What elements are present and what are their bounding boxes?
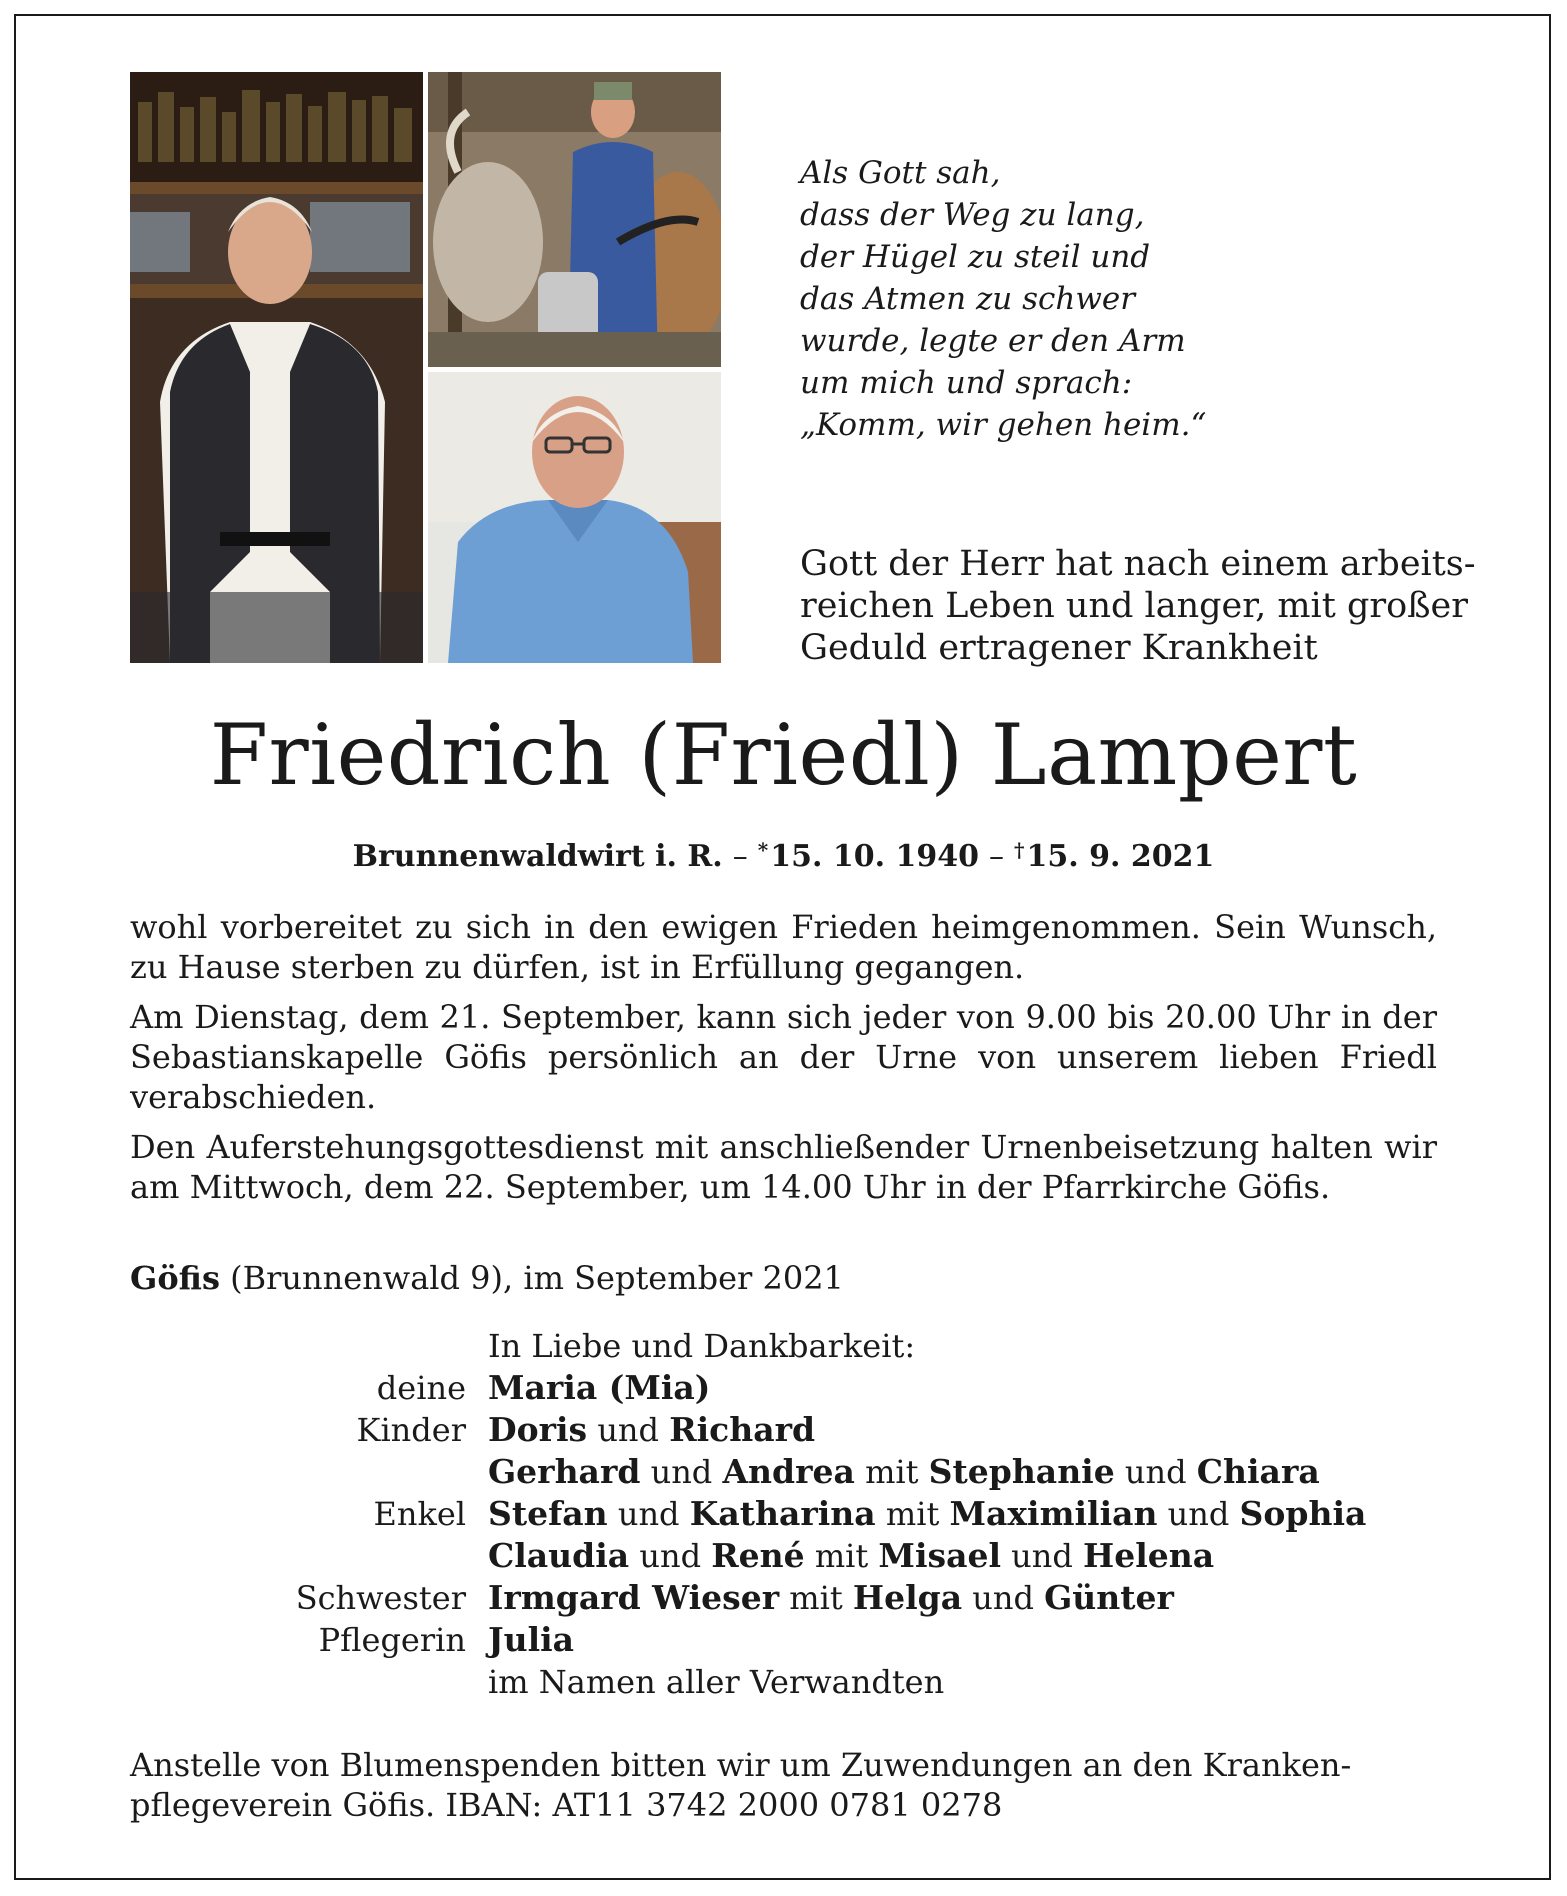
family-members: Claudia und René mit Misael und Helena	[488, 1536, 1215, 1575]
poem-line: Als Gott sah,	[800, 155, 1001, 191]
poem	[800, 152, 1480, 446]
deceased-subline	[130, 828, 1437, 879]
family-relation: deine	[376, 1369, 466, 1407]
family-row	[130, 1409, 1460, 1451]
family-row	[130, 1619, 1460, 1661]
family-row	[130, 1451, 1460, 1493]
family-closing-row	[130, 1661, 1460, 1703]
donation-line: pflegeverein Göfis. IBAN: AT11 3742 2000 0781 0278	[130, 1786, 1003, 1824]
poem-line: wurde, legte er den Arm	[800, 323, 1186, 359]
intro-line: Gott der Herr hat nach einem arbeits-	[800, 544, 1476, 584]
family-closing: im Namen aller Verwandten	[488, 1663, 945, 1701]
birth-symbol: *	[757, 838, 769, 862]
intro-line: reichen Leben und langer, mit großer	[800, 586, 1468, 626]
family-heading-row	[130, 1325, 1460, 1367]
poem-line: der Hügel zu steil und	[800, 239, 1151, 275]
birth-date: 15. 10. 1940	[770, 839, 979, 874]
photo-man-with-cow	[428, 72, 721, 367]
death-date: 15. 9. 2021	[1026, 839, 1215, 874]
family-row	[130, 1535, 1460, 1577]
family-relation	[130, 1451, 488, 1493]
poem-line: dass der Weg zu lang,	[800, 197, 1145, 233]
family-relation: Schwester	[295, 1579, 466, 1617]
family-members: Irmgard Wieser mit Helga und Günter	[488, 1578, 1174, 1617]
body-paragraph: Am Dienstag, dem 21. September, kann sich jeder von 9.00 bis 20.00 Uhr in der Sebastianskapelle Göfis persönlich an der Urne von unserem lieben Friedl verabschieden.	[130, 998, 1437, 1116]
place-rest: (Brunnenwald 9), im September 2021	[219, 1259, 844, 1297]
family-members: Stefan und Katharina mit Maximilian und Sophia	[488, 1494, 1367, 1533]
family-row	[130, 1577, 1460, 1619]
family-heading: In Liebe und Dankbarkeit:	[488, 1327, 916, 1365]
body-paragraph: wohl vorbereitet zu sich in den ewigen Frieden heimgenommen. Sein Wunsch, zu Hause sterben zu dürfen, ist in Erfüllung gegangen.	[130, 908, 1437, 986]
family-members: Julia	[488, 1620, 575, 1659]
separator: –	[989, 839, 1004, 874]
photo-elderly-man	[428, 372, 721, 663]
family-list	[130, 1325, 1460, 1703]
family-members: Gerhard und Andrea mit Stephanie und Chiara	[488, 1452, 1320, 1491]
intro-text	[800, 543, 1476, 669]
family-relation: Pflegerin	[318, 1621, 466, 1659]
death-symbol: †	[1014, 838, 1025, 862]
poem-line: „Komm, wir gehen heim.“	[800, 407, 1207, 443]
family-relation: Enkel	[373, 1495, 466, 1533]
family-row	[130, 1367, 1460, 1409]
family-relation: Kinder	[356, 1411, 466, 1449]
separator: –	[732, 839, 748, 874]
photo-man-at-bar	[130, 72, 423, 663]
intro-line: Geduld ertragener Krankheit	[800, 628, 1318, 668]
family-row	[130, 1493, 1460, 1535]
family-members: Doris und Richard	[488, 1410, 816, 1449]
announcement-body	[130, 907, 1437, 1217]
deceased-name: Friedrich (Friedl) Lampert	[209, 706, 1358, 804]
deceased-title: Brunnenwaldwirt i. R.	[352, 839, 723, 874]
body-paragraph: Den Auferstehungsgottesdienst mit anschließender Urnenbeisetzung halten wir am Mittwoch, dem 22. September, um 14.00 Uhr in der Pfarrkirche Göfis.	[130, 1128, 1437, 1206]
place-date	[130, 1258, 844, 1298]
poem-line: das Atmen zu schwer	[800, 281, 1136, 317]
donation-line: Anstelle von Blumenspenden bitten wir um Zuwendungen an den Kranken-	[130, 1746, 1352, 1784]
place-town: Göfis	[130, 1259, 220, 1297]
poem-line: um mich und sprach:	[800, 365, 1133, 401]
family-members: Maria (Mia)	[488, 1368, 711, 1407]
family-relation	[130, 1535, 488, 1577]
donation-note	[130, 1745, 1437, 1825]
